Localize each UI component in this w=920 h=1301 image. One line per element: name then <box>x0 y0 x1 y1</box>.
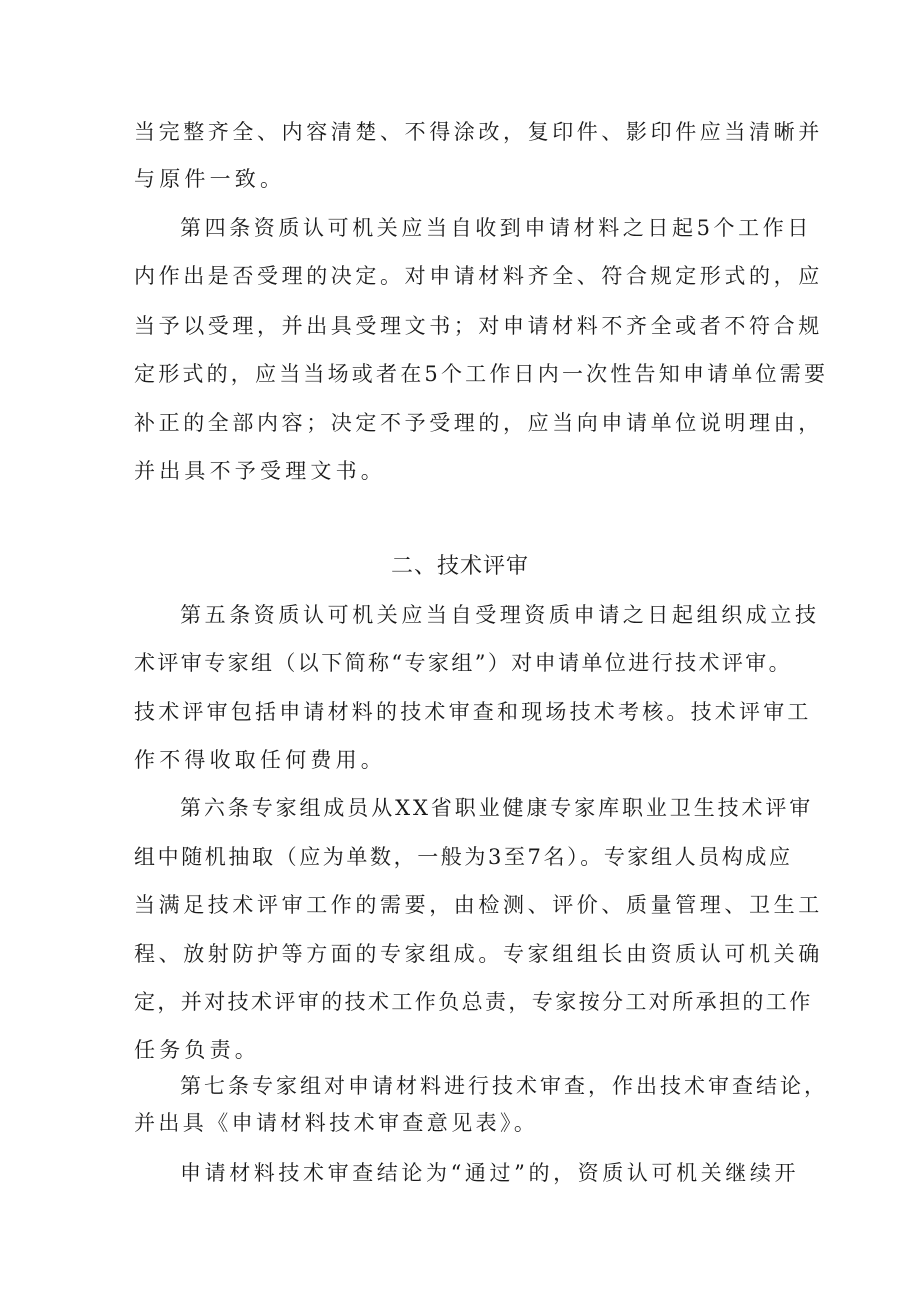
paragraph-line: 程、放射防护等方面的专家组成。专家组组长由资质认可机关确 <box>134 942 823 966</box>
article-6-first-line: 第六条专家组成员从XX省职业健康专家库职业卫生技术评审 <box>180 796 814 820</box>
article-5-first-line: 第五条资质认可机关应当自受理资质申请之日起组织成立技 <box>180 603 820 627</box>
paragraph-line: 当完整齐全、内容清楚、不得涂改，复印件、影印件应当清晰并 <box>134 120 823 144</box>
section-heading: 二、技术评审 <box>390 554 529 579</box>
paragraph-line: 并出具《申请材料技术审查意见表》。 <box>134 1111 539 1135</box>
paragraph-line: 作不得收取任何费用。 <box>134 748 386 772</box>
paragraph-line: 内作出是否受理的决定。对申请材料齐全、符合规定形式的，应 <box>134 264 823 288</box>
paragraph-line: 当予以受理，并出具受理文书；对申请材料不齐全或者不符合规 <box>134 314 823 338</box>
paragraph-line: 术评审专家组（以下简称“专家组”）对申请单位进行技术评审。 <box>134 651 793 675</box>
paragraph-line: 与原件一致。 <box>134 167 286 191</box>
paragraph-line: 并出具不予受理文书。 <box>134 459 386 483</box>
paragraph-line: 定形式的，应当当场或者在5个工作日内一次性告知申请单位需要 <box>134 362 829 386</box>
paragraph-line: 组中随机抽取（应为单数，一般为3至7名）。专家组人员构成应 <box>134 845 793 869</box>
paragraph-line: 补正的全部内容；决定不予受理的，应当向申请单位说明理由， <box>134 411 823 435</box>
paragraph-line: 申请材料技术审查结论为“通过”的，资质认可机关继续开 <box>180 1161 800 1185</box>
paragraph-line: 定，并对技术评审的技术工作负总责，专家按分工对所承担的工作 <box>134 990 813 1014</box>
paragraph-line: 技术评审包括申请材料的技术审查和现场技术考核。技术评审工 <box>134 700 812 724</box>
paragraph-line: 任务负责。 <box>134 1038 260 1062</box>
paragraph-line: 当满足技术评审工作的需要，由检测、评价、质量管理、卫生工 <box>134 893 823 917</box>
article-7-first-line: 第七条专家组对申请材料进行技术审查，作出技术审查结论， <box>180 1074 828 1098</box>
article-4-first-line: 第四条资质认可机关应当自收到申请材料之日起5个工作日 <box>180 216 812 240</box>
